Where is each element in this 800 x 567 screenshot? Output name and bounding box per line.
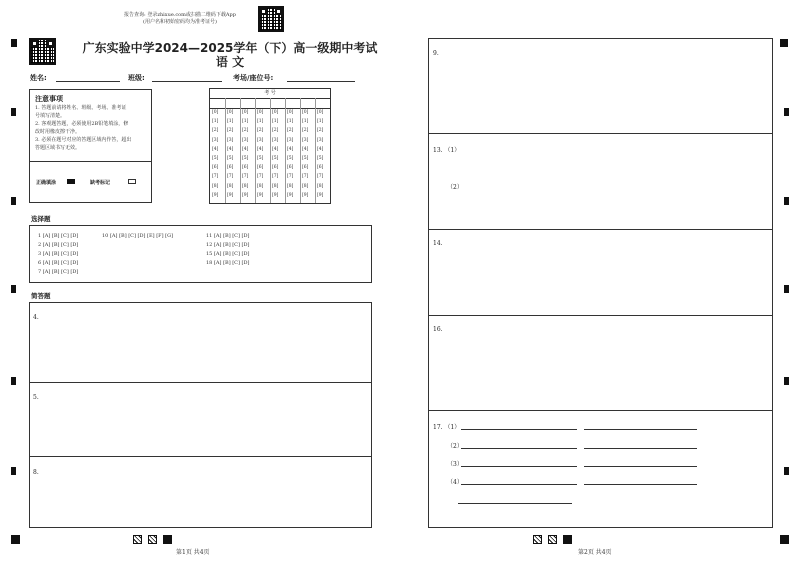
answer-area-q13[interactable]: 13. （1） （2）	[428, 133, 773, 230]
exam-number-bubble[interactable]: [9]	[287, 192, 294, 198]
exam-number-bubble[interactable]: [4]	[272, 146, 279, 152]
exam-number-column-divider	[255, 98, 256, 203]
exam-number-bubble[interactable]: [0]	[272, 110, 279, 115]
exam-number-bubble[interactable]: [3]	[272, 137, 279, 143]
timing-mark	[11, 197, 16, 205]
short-answer-section-title: 简答题	[31, 292, 51, 300]
exam-number-bubble[interactable]: [0]	[212, 110, 219, 115]
exam-number-bubble[interactable]: [5]	[302, 156, 309, 161]
exam-number-bubble[interactable]: [7]	[287, 174, 294, 180]
exam-number-bubble[interactable]: [5]	[212, 156, 219, 161]
timing-mark	[784, 108, 789, 116]
class-label: 班级:	[128, 74, 145, 82]
exam-number-bubble[interactable]: [7]	[302, 174, 309, 180]
exam-number-bubble[interactable]: [1]	[257, 119, 264, 125]
timing-mark	[11, 39, 17, 47]
seat-field[interactable]	[287, 81, 355, 82]
seat-label: 考场/座位号:	[233, 74, 274, 82]
q17-4-blank-a[interactable]	[461, 484, 577, 485]
notice-divider	[30, 161, 151, 162]
footer-mark-hatch	[148, 535, 157, 544]
exam-number-bubble[interactable]: [3]	[242, 137, 249, 143]
choice-q3[interactable]: 3 [A] [B] [C] [D]	[38, 251, 79, 257]
timing-mark	[784, 467, 789, 475]
exam-number-bubble[interactable]: [5]	[227, 156, 234, 161]
exam-number-bubble[interactable]: [2]	[317, 128, 324, 134]
exam-subject: 语 文	[215, 55, 245, 69]
exam-number-bubble[interactable]: [8]	[287, 183, 294, 189]
app-qr-code[interactable]	[258, 6, 284, 32]
exam-number-bubble[interactable]: [4]	[287, 146, 294, 152]
answer-area-q16[interactable]: 16.	[428, 315, 773, 411]
exam-number-bubble[interactable]: [7]	[257, 174, 264, 180]
class-field[interactable]	[152, 81, 222, 82]
answer-area-q17: 17. （1） （2） （3） （4）	[428, 410, 773, 528]
exam-number-bubble[interactable]: [6]	[302, 165, 309, 171]
exam-number-bubble[interactable]: [0]	[257, 110, 264, 115]
exam-number-bubble[interactable]: [4]	[302, 146, 309, 152]
notice-heading: 注意事项	[35, 95, 63, 103]
exam-number-grid	[209, 88, 331, 204]
answer-area-q4[interactable]: 4.	[29, 302, 372, 383]
exam-number-bubble[interactable]: [2]	[227, 128, 234, 134]
exam-number-bubble[interactable]: [5]	[272, 156, 279, 161]
q17-4-blank-c[interactable]	[458, 503, 572, 504]
choice-q11[interactable]: 11 [A] [B] [C] [D]	[206, 233, 250, 239]
name-label: 姓名:	[30, 74, 47, 82]
exam-number-column-divider	[315, 98, 316, 203]
exam-number-bubble[interactable]: [8]	[257, 183, 264, 189]
exam-number-bubble[interactable]: [6]	[227, 165, 234, 171]
choice-section-title: 选择题	[31, 215, 51, 223]
exam-number-bubble[interactable]: [8]	[272, 183, 279, 189]
exam-number-bubble[interactable]: [2]	[212, 128, 219, 134]
exam-number-heading: 考 号	[210, 89, 330, 99]
exam-number-bubble[interactable]: [0]	[227, 110, 234, 115]
exam-title: 广东实验中学2024—2025学年（下）高一级期中考试	[82, 41, 378, 55]
exam-number-bubble[interactable]: [1]	[317, 119, 324, 125]
answer-area-q14[interactable]: 14.	[428, 229, 773, 316]
exam-number-bubble[interactable]: [3]	[287, 137, 294, 143]
choice-q2[interactable]: 2 [A] [B] [C] [D]	[38, 242, 79, 248]
choice-answer-box	[29, 225, 372, 283]
exam-number-bubble[interactable]: [6]	[317, 165, 324, 171]
exam-number-column-divider	[240, 98, 241, 203]
answer-area-q5[interactable]: 5.	[29, 382, 372, 457]
exam-number-bubble[interactable]: [5]	[287, 156, 294, 161]
timing-mark	[784, 197, 789, 205]
timing-mark	[11, 285, 16, 293]
corner-mark	[11, 535, 20, 544]
timing-mark	[11, 377, 16, 385]
exam-number-bubble[interactable]: [4]	[257, 146, 264, 152]
choice-q12[interactable]: 12 [A] [B] [C] [D]	[206, 242, 250, 248]
choice-q10[interactable]: 10 [A] [B] [C] [D] [E] [F] [G]	[102, 233, 174, 239]
exam-number-bubble[interactable]: [6]	[272, 165, 279, 171]
footer-mark-hatch	[548, 535, 557, 544]
exam-number-bubble[interactable]: [9]	[257, 192, 264, 198]
exam-number-bubble[interactable]: [4]	[227, 146, 234, 152]
exam-number-bubble[interactable]: [2]	[257, 128, 264, 134]
exam-number-bubble[interactable]: [4]	[212, 146, 219, 152]
choice-q1[interactable]: 1 [A] [B] [C] [D]	[38, 233, 79, 239]
choice-q15[interactable]: 15 [A] [B] [C] [D]	[206, 251, 250, 257]
exam-number-bubble[interactable]: [7]	[242, 174, 249, 180]
exam-number-bubble[interactable]: [1]	[242, 119, 249, 125]
exam-number-bubble[interactable]: [9]	[272, 192, 279, 198]
footer-mark-hatch	[133, 535, 142, 544]
corner-mark	[780, 39, 788, 47]
exam-number-bubble[interactable]: [6]	[287, 165, 294, 171]
exam-number-bubble[interactable]: [3]	[302, 137, 309, 143]
q17-1-blank-a[interactable]	[461, 429, 577, 430]
exam-number-column-divider	[285, 98, 286, 203]
q17-1-blank-b[interactable]	[584, 429, 697, 430]
exam-number-bubble[interactable]: [1]	[287, 119, 294, 125]
exam-number-bubble[interactable]: [5]	[242, 156, 249, 161]
exam-number-bubble[interactable]: [9]	[242, 192, 249, 198]
exam-number-bubble[interactable]: [9]	[317, 192, 324, 198]
q17-4-blank-b[interactable]	[584, 484, 697, 485]
student-qr-code	[29, 38, 56, 65]
exam-number-bubble[interactable]: [6]	[257, 165, 264, 171]
exam-number-bubble[interactable]: [1]	[212, 119, 219, 125]
exam-number-bubble[interactable]: [3]	[257, 137, 264, 143]
footer-mark-fill	[563, 535, 572, 544]
page-number-2: 第2页 共4页	[578, 549, 612, 556]
exam-number-bubble[interactable]: [9]	[227, 192, 234, 198]
exam-number-bubble[interactable]: [1]	[227, 119, 234, 125]
absent-label: 缺考标记	[90, 180, 111, 186]
q17-3-blank-a[interactable]	[461, 466, 577, 467]
absent-mark-box[interactable]	[128, 179, 136, 184]
exam-number-bubble[interactable]: [2]	[242, 128, 249, 134]
exam-number-bubble[interactable]: [0]	[317, 110, 324, 115]
exam-number-bubble[interactable]: [7]	[212, 174, 219, 180]
exam-number-bubble[interactable]: [2]	[272, 128, 279, 134]
exam-number-bubble[interactable]: [7]	[272, 174, 279, 180]
exam-number-bubble[interactable]: [8]	[242, 183, 249, 189]
notice-items: 1. 答题前请将姓名、班级、考场、准考证 号填写清楚。 2. 客观题答题，必须使用2B铅笔填涂，修 改时用橡皮擦干净。 3. 必须在题号对应的答题区域内作答，超出 答题区域书写无效。	[35, 105, 132, 151]
exam-number-bubble[interactable]: [0]	[242, 110, 249, 115]
exam-number-bubble[interactable]: [3]	[212, 137, 219, 143]
choice-q6[interactable]: 6 [A] [B] [C] [D]	[38, 260, 79, 266]
exam-number-bubble[interactable]: [1]	[272, 119, 279, 125]
exam-number-bubble[interactable]: [6]	[242, 165, 249, 171]
exam-number-column-divider	[270, 98, 271, 203]
timing-mark	[11, 467, 16, 475]
exam-number-bubble[interactable]: [5]	[317, 156, 324, 161]
choice-q7[interactable]: 7 [A] [B] [C] [D]	[38, 269, 79, 275]
report-query-note: 报告查询: 登录zhixue.com或扫描二维码下载App (用户名和初始密码均为准考证号)	[124, 12, 236, 25]
q17-2-blank-a[interactable]	[461, 448, 577, 449]
answer-area-q9[interactable]: 9.	[428, 38, 773, 134]
notice-box	[29, 89, 152, 203]
exam-number-bubble[interactable]: [2]	[287, 128, 294, 134]
exam-number-column-divider	[300, 98, 301, 203]
exam-number-bubble[interactable]: [7]	[317, 174, 324, 180]
exam-number-bubble[interactable]: [2]	[302, 128, 309, 134]
exam-number-bubble[interactable]: [9]	[212, 192, 219, 198]
exam-number-bubble[interactable]: [8]	[317, 183, 324, 189]
timing-mark	[11, 108, 16, 116]
q17-3-blank-b[interactable]	[584, 466, 697, 467]
page-number-1: 第1页 共4页	[176, 549, 210, 556]
exam-number-bubble[interactable]: [4]	[317, 146, 324, 152]
exam-number-bubble[interactable]: [7]	[227, 174, 234, 180]
name-field[interactable]	[56, 81, 120, 82]
timing-mark	[784, 285, 789, 293]
exam-number-bubble[interactable]: [4]	[242, 146, 249, 152]
exam-number-bubble[interactable]: [6]	[212, 165, 219, 171]
footer-mark-fill	[163, 535, 172, 544]
exam-number-bubble[interactable]: [3]	[317, 137, 324, 143]
exam-number-bubble[interactable]: [0]	[302, 110, 309, 115]
exam-number-bubble[interactable]: [0]	[287, 110, 294, 115]
exam-number-bubble[interactable]: [9]	[302, 192, 309, 198]
exam-number-bubble[interactable]: [8]	[227, 183, 234, 189]
correct-fill-sample	[67, 179, 75, 184]
timing-mark	[784, 377, 789, 385]
footer-mark-hatch	[533, 535, 542, 544]
corner-mark	[780, 535, 789, 544]
exam-number-bubble[interactable]: [5]	[257, 156, 264, 161]
answer-area-q8[interactable]: 8.	[29, 456, 372, 528]
exam-number-column-divider	[225, 98, 226, 203]
exam-number-bubble[interactable]: [8]	[302, 183, 309, 189]
exam-number-bubble[interactable]: [1]	[302, 119, 309, 125]
exam-number-bubble[interactable]: [8]	[212, 183, 219, 189]
correct-fill-label: 正确填涂	[36, 180, 57, 186]
choice-q18[interactable]: 18 [A] [B] [C] [D]	[206, 260, 250, 266]
q17-2-blank-b[interactable]	[584, 448, 697, 449]
exam-number-bubble[interactable]: [3]	[227, 137, 234, 143]
